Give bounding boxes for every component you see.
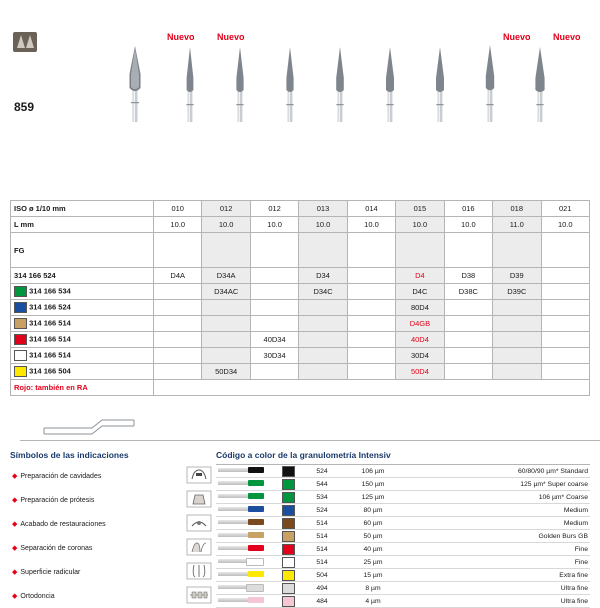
cavity-prep-icon	[182, 464, 216, 488]
gran-code-1: 524	[300, 465, 344, 478]
gran-bur-icon-10	[216, 582, 276, 595]
symbol-label-6	[10, 584, 182, 608]
gran-grain-4: Medium	[402, 504, 590, 517]
row-label-fg: FG	[11, 233, 154, 268]
bullet-icon: ◆	[12, 521, 18, 528]
ref6-c6: 30D4	[396, 348, 444, 364]
table-row-length	[11, 217, 590, 233]
gran-code-9: 504	[300, 569, 344, 582]
table-row-ref-5	[11, 332, 590, 348]
ref2-c4: D34C	[299, 284, 347, 300]
ref5-c7	[444, 332, 492, 348]
ref6-c3: 30D34	[250, 348, 298, 364]
ref3-c2	[202, 300, 250, 316]
ref7-c5	[347, 364, 395, 380]
bur-drawing-5	[382, 44, 398, 122]
ref6-c1	[154, 348, 202, 364]
ref4-c5	[347, 316, 395, 332]
ref-label-1: 314 166 524	[11, 268, 154, 284]
gran-row-6	[216, 530, 590, 543]
gran-um-1: 106 µm	[344, 465, 402, 478]
table-row-ref-4	[11, 316, 590, 332]
gran-um-5: 60 µm	[344, 517, 402, 530]
symbol-text-4: Separación de coronas	[20, 545, 93, 552]
symbol-text-1: Preparación de cavidades	[20, 473, 102, 480]
row-label-iso: ISO ø 1/10 mm	[11, 201, 154, 217]
ref5-c8	[493, 332, 541, 348]
gran-bur-icon-6	[216, 530, 276, 543]
bur-drawing-6	[432, 44, 448, 122]
table-row-footnote	[11, 380, 590, 396]
color-swatch-blue	[14, 302, 27, 313]
ref6-c5	[347, 348, 395, 364]
fg-3	[250, 233, 298, 268]
symbol-text-5: Superficie radicular	[20, 569, 81, 576]
gran-swatch-2	[276, 478, 300, 491]
len-2: 10.0	[202, 217, 250, 233]
gran-row-5	[216, 517, 590, 530]
ref7-c8	[493, 364, 541, 380]
bullet-icon: ◆	[12, 473, 18, 480]
bur-drawing-8	[532, 44, 548, 122]
ref6-c2	[202, 348, 250, 364]
gran-swatch-1	[276, 465, 300, 478]
iso-021: 021	[541, 201, 590, 217]
gran-um-8: 25 µm	[344, 556, 402, 569]
fg-7	[444, 233, 492, 268]
symbol-text-2: Preparación de prótesis	[20, 497, 95, 504]
gran-code-4: 524	[300, 504, 344, 517]
ref7-c6: 50D4	[396, 364, 444, 380]
len-8: 11.0	[493, 217, 541, 233]
ref4-c7	[444, 316, 492, 332]
bur-drawing-reference	[122, 44, 148, 122]
granulometry-table	[216, 464, 590, 608]
bottom-sections	[10, 450, 590, 608]
fg-4	[299, 233, 347, 268]
ref-label-7-text: 314 166 504	[29, 366, 71, 376]
ref6-c4	[299, 348, 347, 364]
fg-8	[493, 233, 541, 268]
gran-um-4: 80 µm	[344, 504, 402, 517]
gran-grain-2: 125 µm* Super coarse	[402, 478, 590, 491]
ref7-c4	[299, 364, 347, 380]
len-6: 10.0	[396, 217, 444, 233]
gran-grain-3: 106 µm* Coarse	[402, 491, 590, 504]
prosthesis-prep-icon	[182, 488, 216, 512]
ref4-c2	[202, 316, 250, 332]
gran-code-5: 514	[300, 517, 344, 530]
ref3-c7	[444, 300, 492, 316]
ref-label-3-text: 314 166 524	[29, 302, 71, 312]
bullet-icon: ◆	[12, 497, 18, 504]
gran-swatch-4	[276, 504, 300, 517]
gran-code-6: 514	[300, 530, 344, 543]
ref3-c3	[250, 300, 298, 316]
fg-6	[396, 233, 444, 268]
gran-row-2	[216, 478, 590, 491]
ref7-c9	[541, 364, 590, 380]
symbol-label-4	[10, 536, 182, 560]
ref4-c4	[299, 316, 347, 332]
symbol-row-3	[10, 512, 216, 536]
gran-um-7: 40 µm	[344, 543, 402, 556]
color-swatch-yellow	[14, 366, 27, 377]
new-label-3: Nuevo	[503, 32, 531, 42]
symbol-row-5	[10, 560, 216, 584]
ref7-c7	[444, 364, 492, 380]
symbol-row-1	[10, 464, 216, 488]
gran-row-7	[216, 543, 590, 556]
section-divider	[20, 440, 600, 441]
bullet-icon: ◆	[12, 569, 18, 576]
ref3-c6: 80D4	[396, 300, 444, 316]
len-7: 10.0	[444, 217, 492, 233]
color-swatch-green	[14, 286, 27, 297]
gran-row-4	[216, 504, 590, 517]
ref4-c8	[493, 316, 541, 332]
color-swatch-red	[14, 334, 27, 345]
ref7-c1	[154, 364, 202, 380]
ref7-c2: 50D34	[202, 364, 250, 380]
ref3-c5	[347, 300, 395, 316]
symbol-label-3	[10, 512, 182, 536]
len-5: 10.0	[347, 217, 395, 233]
gran-bur-icon-2	[216, 478, 276, 491]
table-row-ref-1	[11, 268, 590, 284]
table-row-ref-6	[11, 348, 590, 364]
symbols-section	[10, 450, 216, 608]
fg-9	[541, 233, 590, 268]
len-1: 10.0	[154, 217, 202, 233]
ref6-c9	[541, 348, 590, 364]
ref5-c9	[541, 332, 590, 348]
gran-grain-1: 60/80/90 µm* Standard	[402, 465, 590, 478]
ref4-c6: D4GB	[396, 316, 444, 332]
gran-bur-icon-4	[216, 504, 276, 517]
ref1-c1: D4A	[154, 268, 202, 284]
ref-label-2	[11, 284, 154, 300]
ref-label-3	[11, 300, 154, 316]
symbols-title: Símbolos de las indicaciones	[10, 450, 129, 460]
ref2-c8: D39C	[493, 284, 541, 300]
footnote-ra: Rojo: también en RA	[11, 380, 154, 396]
gran-code-8: 514	[300, 556, 344, 569]
instrument-sketch-row	[10, 396, 600, 444]
bur-drawing-2	[232, 44, 248, 122]
gran-um-9: 15 µm	[344, 569, 402, 582]
len-9: 10.0	[541, 217, 590, 233]
gran-grain-11: Ultra fine	[402, 595, 590, 608]
iso-016: 016	[444, 201, 492, 217]
gran-grain-7: Fine	[402, 543, 590, 556]
ref1-c8: D39	[493, 268, 541, 284]
iso-012b: 012	[250, 201, 298, 217]
gran-swatch-8	[276, 556, 300, 569]
symbol-label-2	[10, 488, 182, 512]
footnote-blank	[154, 380, 590, 396]
color-swatch-gold	[14, 318, 27, 329]
ref2-c5	[347, 284, 395, 300]
table-row-ref-2	[11, 284, 590, 300]
ref5-c3: 40D34	[250, 332, 298, 348]
symbols-table	[10, 464, 216, 608]
ref-label-7	[11, 364, 154, 380]
new-label-1: Nuevo	[167, 32, 195, 42]
symbol-label-1	[10, 464, 182, 488]
gran-um-10: 8 µm	[344, 582, 402, 595]
symbol-row-4	[10, 536, 216, 560]
ref2-c6: D4C	[396, 284, 444, 300]
ref-label-5-text: 314 166 514	[29, 334, 71, 344]
ref1-c6: D4	[396, 268, 444, 284]
restoration-finish-icon	[182, 512, 216, 536]
ref1-c4: D34	[299, 268, 347, 284]
ref4-c3	[250, 316, 298, 332]
ref-label-5	[11, 332, 154, 348]
len-4: 10.0	[299, 217, 347, 233]
ref7-c3	[250, 364, 298, 380]
ref-label-4-text: 314 166 514	[29, 318, 71, 328]
gran-swatch-10	[276, 582, 300, 595]
ref6-c8	[493, 348, 541, 364]
ref4-c9	[541, 316, 590, 332]
ref5-c5	[347, 332, 395, 348]
ref3-c8	[493, 300, 541, 316]
gran-grain-5: Medium	[402, 517, 590, 530]
gran-row-8	[216, 556, 590, 569]
gran-code-10: 494	[300, 582, 344, 595]
handpiece-sketch	[40, 398, 340, 444]
bur-drawing-3	[282, 44, 298, 122]
symbol-label-5	[10, 560, 182, 584]
bullet-icon: ◆	[12, 593, 18, 600]
gran-bur-icon-3	[216, 491, 276, 504]
ref-label-2-text: 314 166 534	[29, 286, 71, 296]
ref2-c3	[250, 284, 298, 300]
symbol-text-6: Ortodoncia	[20, 593, 55, 600]
ref1-c5	[347, 268, 395, 284]
iso-012a: 012	[202, 201, 250, 217]
iso-013: 013	[299, 201, 347, 217]
fg-5	[347, 233, 395, 268]
gran-bur-icon-5	[216, 517, 276, 530]
orthodontics-icon	[182, 584, 216, 608]
granulometry-section	[216, 450, 590, 608]
table-row-iso	[11, 201, 590, 217]
gran-um-2: 150 µm	[344, 478, 402, 491]
ref-label-6	[11, 348, 154, 364]
gran-row-9	[216, 569, 590, 582]
gran-bur-icon-11	[216, 595, 276, 608]
symbol-text-3: Acabado de restauraciones	[20, 521, 106, 528]
bur-drawing-1	[182, 44, 198, 122]
ref1-c3	[250, 268, 298, 284]
gran-swatch-6	[276, 530, 300, 543]
gran-swatch-5	[276, 517, 300, 530]
gran-bur-icon-8	[216, 556, 276, 569]
bur-drawing-4	[332, 44, 348, 122]
gran-code-7: 514	[300, 543, 344, 556]
gran-um-6: 50 µm	[344, 530, 402, 543]
gran-um-11: 4 µm	[344, 595, 402, 608]
gran-um-3: 125 µm	[344, 491, 402, 504]
gran-row-3	[216, 491, 590, 504]
gran-code-11: 484	[300, 595, 344, 608]
ref2-c9	[541, 284, 590, 300]
iso-010: 010	[154, 201, 202, 217]
ref3-c4	[299, 300, 347, 316]
gran-code-3: 534	[300, 491, 344, 504]
ref3-c1	[154, 300, 202, 316]
gran-row-11	[216, 595, 590, 608]
gran-swatch-3	[276, 491, 300, 504]
ref1-c2: D34A	[202, 268, 250, 284]
ref-label-4	[11, 316, 154, 332]
root-surface-icon	[182, 560, 216, 584]
gran-swatch-7	[276, 543, 300, 556]
gran-swatch-9	[276, 569, 300, 582]
ref2-c2: D34AC	[202, 284, 250, 300]
table-row-ref-3	[11, 300, 590, 316]
fg-1	[154, 233, 202, 268]
iso-015: 015	[396, 201, 444, 217]
product-code: 859	[14, 100, 35, 114]
ref5-c1	[154, 332, 202, 348]
ref3-c9	[541, 300, 590, 316]
ref5-c6: 40D4	[396, 332, 444, 348]
ref2-c1	[154, 284, 202, 300]
product-illustration-block	[0, 0, 600, 200]
gran-grain-6: Golden Burs GB	[402, 530, 590, 543]
iso-014: 014	[347, 201, 395, 217]
symbol-row-2	[10, 488, 216, 512]
symbol-row-6	[10, 584, 216, 608]
len-3: 10.0	[250, 217, 298, 233]
bur-drawings	[0, 44, 600, 122]
table-row-fg	[11, 233, 590, 268]
crown-separation-icon	[182, 536, 216, 560]
ref5-c4	[299, 332, 347, 348]
granulometry-title: Código a color de la granulometría Intensiv	[216, 450, 391, 460]
gran-grain-8: Fine	[402, 556, 590, 569]
gran-row-10	[216, 582, 590, 595]
ref6-c7	[444, 348, 492, 364]
new-label-2: Nuevo	[217, 32, 245, 42]
ref1-c7: D38	[444, 268, 492, 284]
bullet-icon: ◆	[12, 545, 18, 552]
ref4-c1	[154, 316, 202, 332]
gran-bur-icon-9	[216, 569, 276, 582]
row-label-length: L mm	[11, 217, 154, 233]
ref1-c9	[541, 268, 590, 284]
gran-bur-icon-7	[216, 543, 276, 556]
table-row-ref-7	[11, 364, 590, 380]
gran-grain-9: Extra fine	[402, 569, 590, 582]
gran-swatch-11	[276, 595, 300, 608]
ref5-c2	[202, 332, 250, 348]
fg-2	[202, 233, 250, 268]
gran-grain-10: Ultra fine	[402, 582, 590, 595]
iso-018: 018	[493, 201, 541, 217]
gran-code-2: 544	[300, 478, 344, 491]
ref-label-6-text: 314 166 514	[29, 350, 71, 360]
gran-bur-icon-1	[216, 465, 276, 478]
new-label-4: Nuevo	[553, 32, 581, 42]
ref2-c7: D38C	[444, 284, 492, 300]
color-swatch-white	[14, 350, 27, 361]
specification-table	[10, 200, 590, 396]
bur-drawing-7	[482, 44, 498, 122]
gran-row-1	[216, 465, 590, 478]
